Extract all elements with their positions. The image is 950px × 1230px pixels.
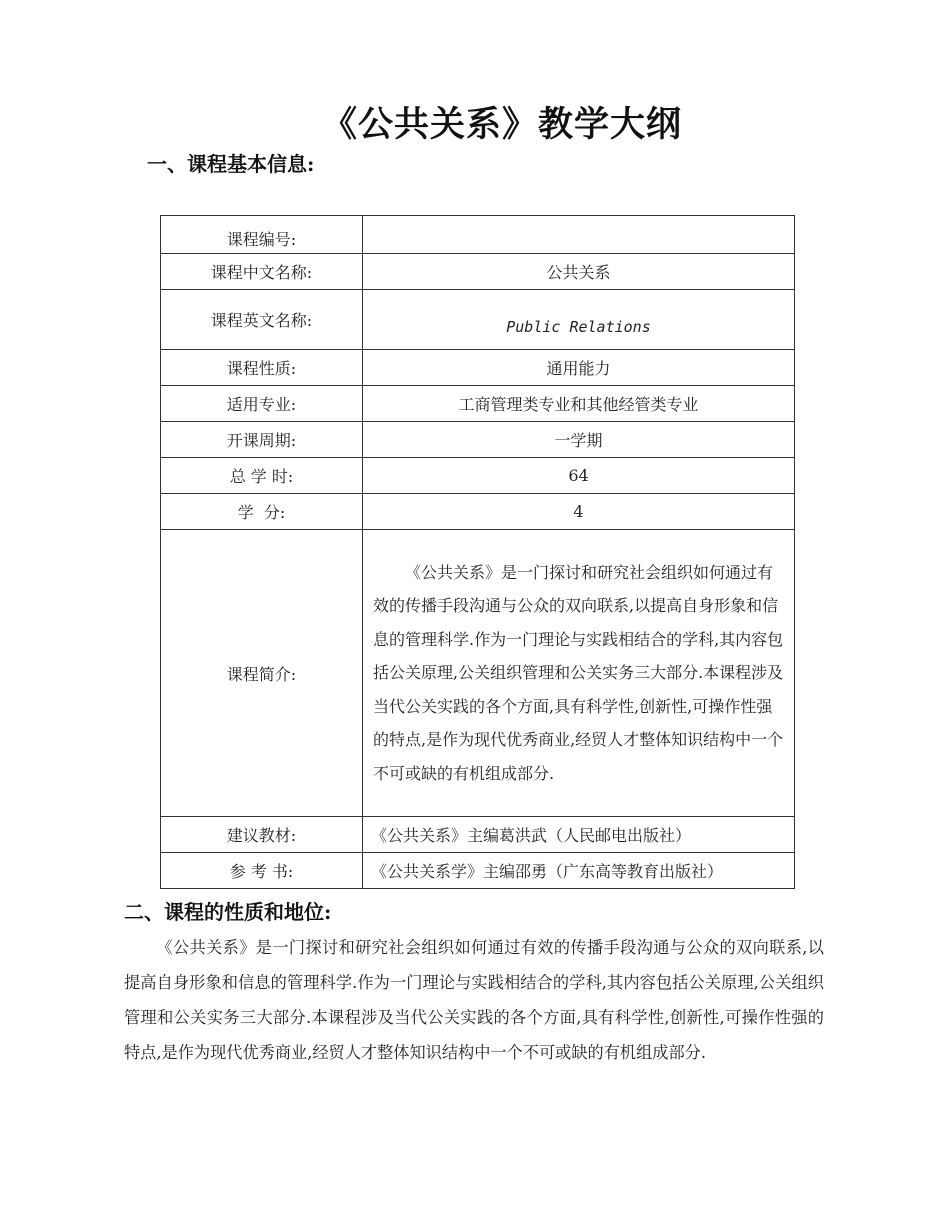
value-course-intro: 《公共关系》是一门探讨和研究社会组织如何通过有效的传播手段沟通与公众的双向联系,以提高自身形象和信息的管理科学.作为一门理论与实践相结合的学科,其内容包括公关原理,公关组织管理和公关实务三大部分.本课程涉及当代公关实践的各个方面,具有科学性,创新性,可操作性强的特点,是作为现代优秀商业,经贸人才整体知识结构中一个不可或缺的有机组成部分. — [363, 530, 795, 817]
value-chinese-name: 公共关系 — [363, 254, 795, 290]
label-course-nature: 课程性质: — [161, 350, 363, 386]
value-textbook: 《公共关系》主编葛洪武（人民邮电出版社） — [363, 817, 795, 853]
table-row — [161, 817, 795, 853]
value-applicable-major: 工商管理类专业和其他经管类专业 — [363, 386, 795, 422]
table-row — [161, 530, 795, 817]
english-name-text: Public Relations — [506, 317, 651, 336]
label-total-hours: 总 学 时: — [161, 458, 363, 494]
table-row — [161, 494, 795, 530]
table-row — [161, 350, 795, 386]
value-reference-book: 《公共关系学》主编邵勇（广东高等教育出版社） — [363, 853, 795, 889]
section-heading-basic-info: 一、课程基本信息: — [147, 152, 315, 176]
value-total-hours: 64 — [363, 458, 795, 494]
label-reference-book: 参 考 书: — [161, 853, 363, 889]
label-course-code: 课程编号: — [161, 216, 363, 254]
section-heading-nature-status: 二、课程的性质和地位: — [124, 900, 332, 924]
label-course-period: 开课周期: — [161, 422, 363, 458]
table-row — [161, 458, 795, 494]
label-course-intro: 课程简介: — [161, 530, 363, 817]
value-course-nature: 通用能力 — [363, 350, 795, 386]
value-english-name — [363, 290, 795, 350]
value-credits: 4 — [363, 494, 795, 530]
value-course-code — [363, 216, 795, 254]
label-english-name: 课程英文名称: — [161, 290, 363, 350]
course-info-table — [160, 215, 795, 889]
table-row — [161, 853, 795, 889]
label-chinese-name: 课程中文名称: — [161, 254, 363, 290]
nature-paragraph: 《公共关系》是一门探讨和研究社会组织如何通过有效的传播手段沟通与公众的双向联系,以提高自身形象和信息的管理科学.作为一门理论与实践相结合的学科,其内容包括公关原理,公关组织管理和公关实务三大部分.本课程涉及当代公关实践的各个方面,具有科学性,创新性,可操作性强的特点,是作为现代优秀商业,经贸人才整体知识结构中一个不可或缺的有机组成部分. — [124, 938, 824, 1062]
table-row — [161, 290, 795, 350]
label-credits: 学 分: — [161, 494, 363, 530]
table-row — [161, 386, 795, 422]
label-textbook: 建议教材: — [161, 817, 363, 853]
table-row — [161, 254, 795, 290]
document-title: 《公共关系》教学大纲 — [321, 104, 682, 145]
table-row — [161, 216, 795, 254]
label-applicable-major: 适用专业: — [161, 386, 363, 422]
table-row — [161, 422, 795, 458]
value-course-period: 一学期 — [363, 422, 795, 458]
